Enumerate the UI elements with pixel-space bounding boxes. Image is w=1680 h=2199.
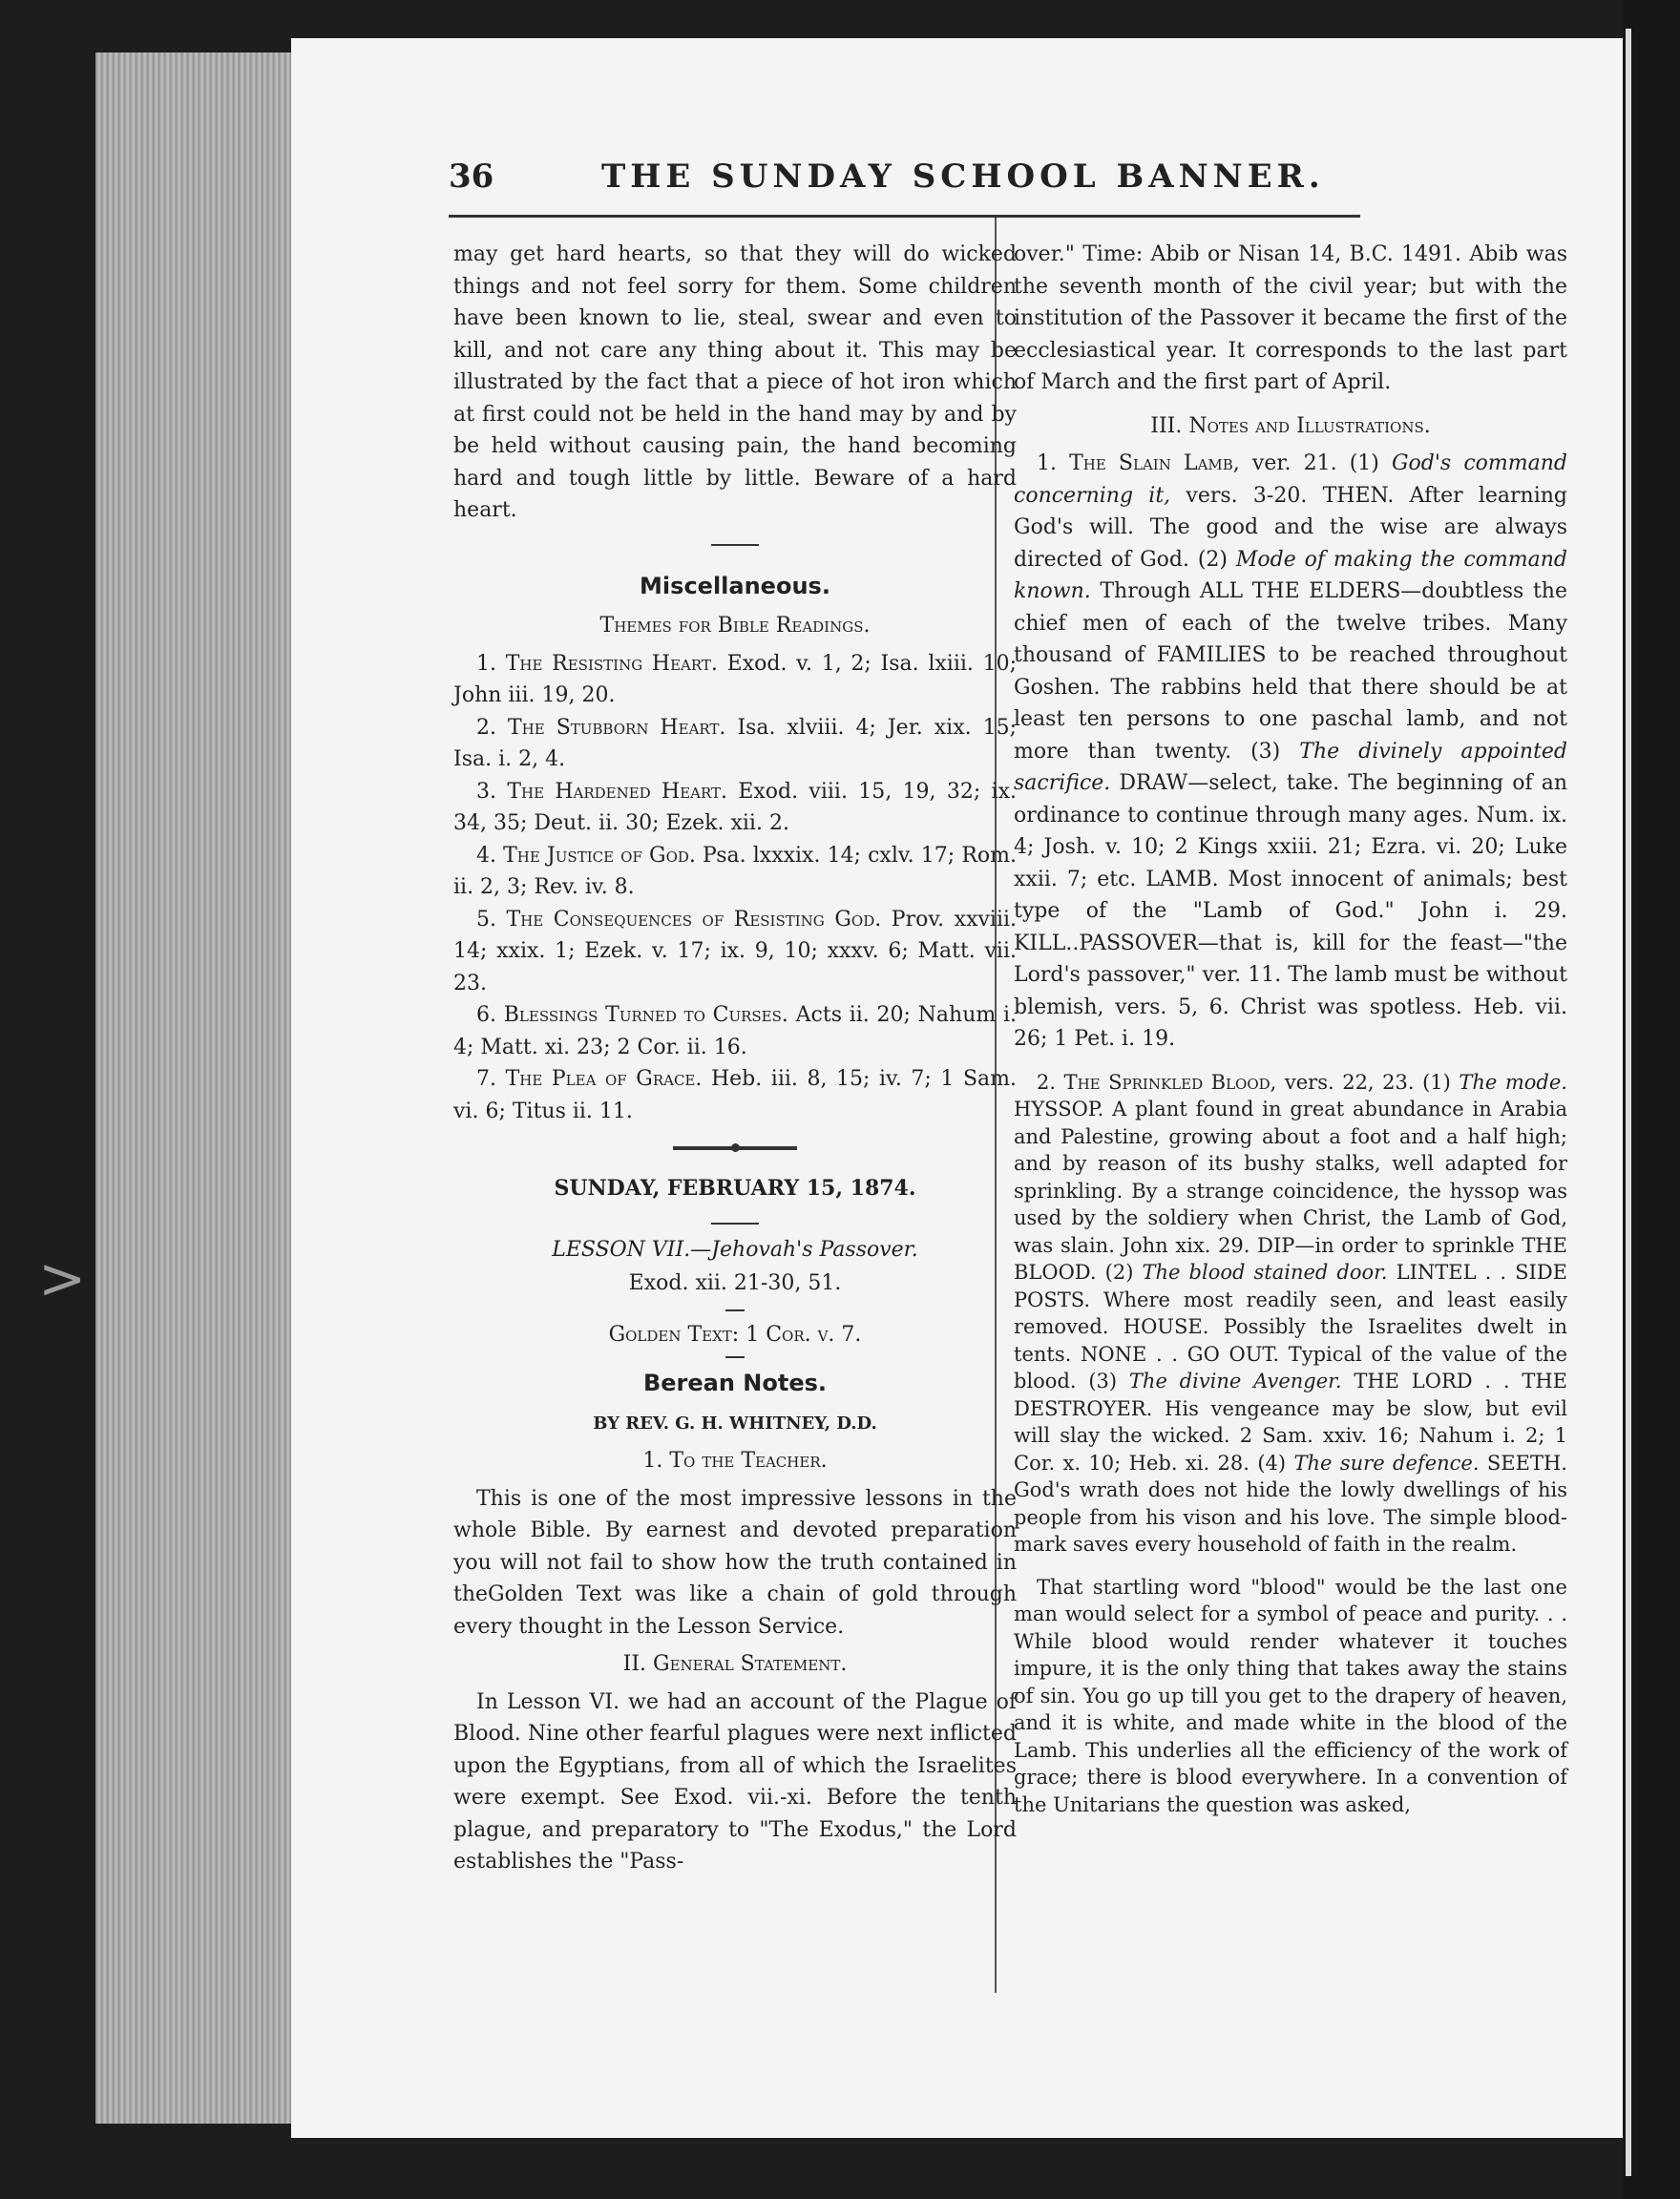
section-divider — [725, 1356, 745, 1358]
list-item: 5. The Consequences of Resisting God. Prov. xxviii. 14; xxix. 1; Ezek. v. 17; ix. 9, 10; xxxv. 6; Matt. vii. 23. — [453, 907, 1018, 995]
lesson-scripture: Exod. xii. 21-30, 51. — [628, 1271, 842, 1295]
list-item: 3. The Hardened Heart. Exod. viii. 15, 19, 32; ix. 34, 35; Deut. ii. 30; Ezek. xii. 2. — [453, 779, 1017, 835]
page-number: 36 — [449, 157, 494, 196]
section-heading-general: II. General Statement. — [622, 1652, 848, 1676]
note-slain-lamb: 1. The Slain Lamb, ver. 21. (1) God's command concerning it, vers. 3-20. THEN. After learning God's will. The good and the wise are always directed of God. (2) Mode of making the command known. Through ALL THE ELDERS—doubtless the chief men of each of the twelve tribes. Many thousand of FAMILIES to be reached throughout Goshen. The rabbins held that there should be at least ten persons to one paschal lamb, and not more than twenty. (3) The divinely appointed sacrifice. DRAW—select, take. The beginning of an ordinance to continue through many ages. Num. ix. 4; Josh. v. 10; 2 Kings xxiii. 21; Ezra. vi. 20; Luke xxii. 7; etc. LAMB. Most innocent of animals; best type of the "Lamb of God." John i. 29. KILL..PASSOVER—that is, kill for the feast—"the Lord's passover," ver. 11. The lamb must be without blemish, vers. 5, 6. Christ was spotless. Heb. vii. 26; 1 Pet. i. 19. — [1014, 451, 1568, 1051]
next-page-edge — [1626, 29, 1631, 2176]
book-page-edges — [95, 52, 296, 2124]
header-rule — [449, 215, 1360, 218]
general-statement-paragraph: In Lesson VI. we had an account of the Plague of Blood. Nine other fearful plagues were next inflicted upon the Egyptians, from all of which the Israelites were exempt. See Exod. vii.-xi. Before the tenth plague, and preparatory to "The Exodus," the Lord establishes the "Pass- — [453, 1689, 1017, 1874]
lesson-title: LESSON VII.—Jehovah's Passover. — [552, 1237, 918, 1262]
miscellaneous-heading: Miscellaneous. — [640, 572, 830, 599]
note-sprinkled-blood: 2. The Sprinkled Blood, vers. 22, 23. (1) The mode. HYSSOP. A plant found in great abundance in Arabia and Palestine, growing about a foot and a half high; and by reason of its bushy stalks, well adapted for sprinkling. By a strange coincidence, the hyssop was used by the soldiery when Christ, the Lamb of God, was slain. John xix. 29. DIP—in order to sprinkle THE BLOOD. (2) The blood stained door. LINTEL . . SIDE POSTS. Where most readily seen, and least easily removed. HOUSE. Possibly the Israelites dwelt in tents. NONE . . GO OUT. Typical of the value of the blood. (3) The divine Avenger. THE LORD . . THE DESTROYER. His vengeance may be slow, but evil will slay the wicked. 2 Sam. xxiv. 16; Nahum i. 2; 1 Cor. x. 10; Heb. xi. 28. (4) The sure defence. SEETH. God's wrath does not hide the lowly dwellings of his people from his vison and his love. The simple blood-mark saves every household of faith in the realm. — [1014, 1070, 1568, 1556]
right-opening-paragraph: over." Time: Abib or Nisan 14, B.C. 1491. Abib was the seventh month of the civil year; but with the institution of the Passover it became the first of the ecclesiastical year. It corresponds to the last part of March and the first part of April. — [1014, 242, 1567, 394]
list-item: 4. The Justice of God. Psa. lxxxix. 14; cxlv. 17; Rom. ii. 2, 3; Rev. iv. 8. — [453, 843, 1017, 899]
list-item: 2. The Stubborn Heart. Isa. xlviii. 4; Jer. xix. 15; Isa. i. 2, 4. — [453, 715, 1018, 771]
section-divider — [711, 1223, 759, 1225]
author-byline: BY REV. G. H. WHITNEY, D.D. — [593, 1413, 877, 1434]
lesson-date: SUNDAY, FEBRUARY 15, 1874. — [554, 1176, 916, 1201]
left-column — [453, 239, 1017, 1878]
margin-mark-icon: > — [38, 1246, 87, 1312]
list-item: 1. The Resisting Heart. Exod. v. 1, 2; Isa. lxiii. 10; John iii. 19, 20. — [453, 651, 1018, 707]
section-heading-notes: III. Notes and Illustrations. — [1150, 413, 1431, 438]
list-item: 6. Blessings Turned to Curses. Acts ii. 20; Nahum i. 4; Matt. xi. 23; 2 Cor. ii. 16. — [453, 1003, 1018, 1059]
list-item: 7. The Plea of Grace. Heb. iii. 8, 15; iv. 7; 1 Sam. vi. 6; Titus ii. 11. — [453, 1067, 1018, 1123]
binding-gutter — [1623, 0, 1680, 2199]
themes-list — [453, 648, 1017, 1128]
ornament-divider — [673, 1146, 797, 1150]
teacher-paragraph: This is one of the most impressive lessons in the whole Bible. By earnest and devoted preparation you will not fail to show how the truth contained in theGolden Text was like a chain of gold through every thought in the Lesson Service. — [453, 1486, 1017, 1639]
running-title: THE SUNDAY SCHOOL BANNER. — [601, 157, 1325, 196]
page-header — [449, 157, 1355, 205]
golden-text: Golden Text: 1 Cor. v. 7. — [608, 1322, 862, 1347]
themes-heading: Themes for Bible Readings. — [599, 614, 871, 638]
left-opening-paragraph: may get hard hearts, so that they will do wicked things and not feel sorry for them. Some children have been known to lie, steal, swear and even to kill, and not care any thing about it. This may be illustrated by the fact that a piece of hot iron which at first could not be held in the hand may by and by be held without causing pain, the hand becoming hard and tough little by little. Beware of a hard heart. — [453, 242, 1017, 522]
section-divider — [725, 1309, 745, 1311]
section-divider — [711, 544, 759, 546]
closing-quote-paragraph: That startling word "blood" would be the last one man would select for a symbol of peace and purity. . . While blood would render whatever it touches impure, it is the only thing that takes away the stains of sin. You go up till you get to the drapery of heaven, and it is white, and made white in the blood of the Lamb. This underlies all the efficiency of the work of grace; there is blood everywhere. In a convention of the Unitarians the question was asked, — [1014, 1575, 1567, 1816]
berean-notes-heading: Berean Notes. — [642, 1370, 828, 1396]
section-heading-teacher: 1. To the Teacher. — [642, 1449, 828, 1473]
right-column — [1014, 239, 1567, 1818]
